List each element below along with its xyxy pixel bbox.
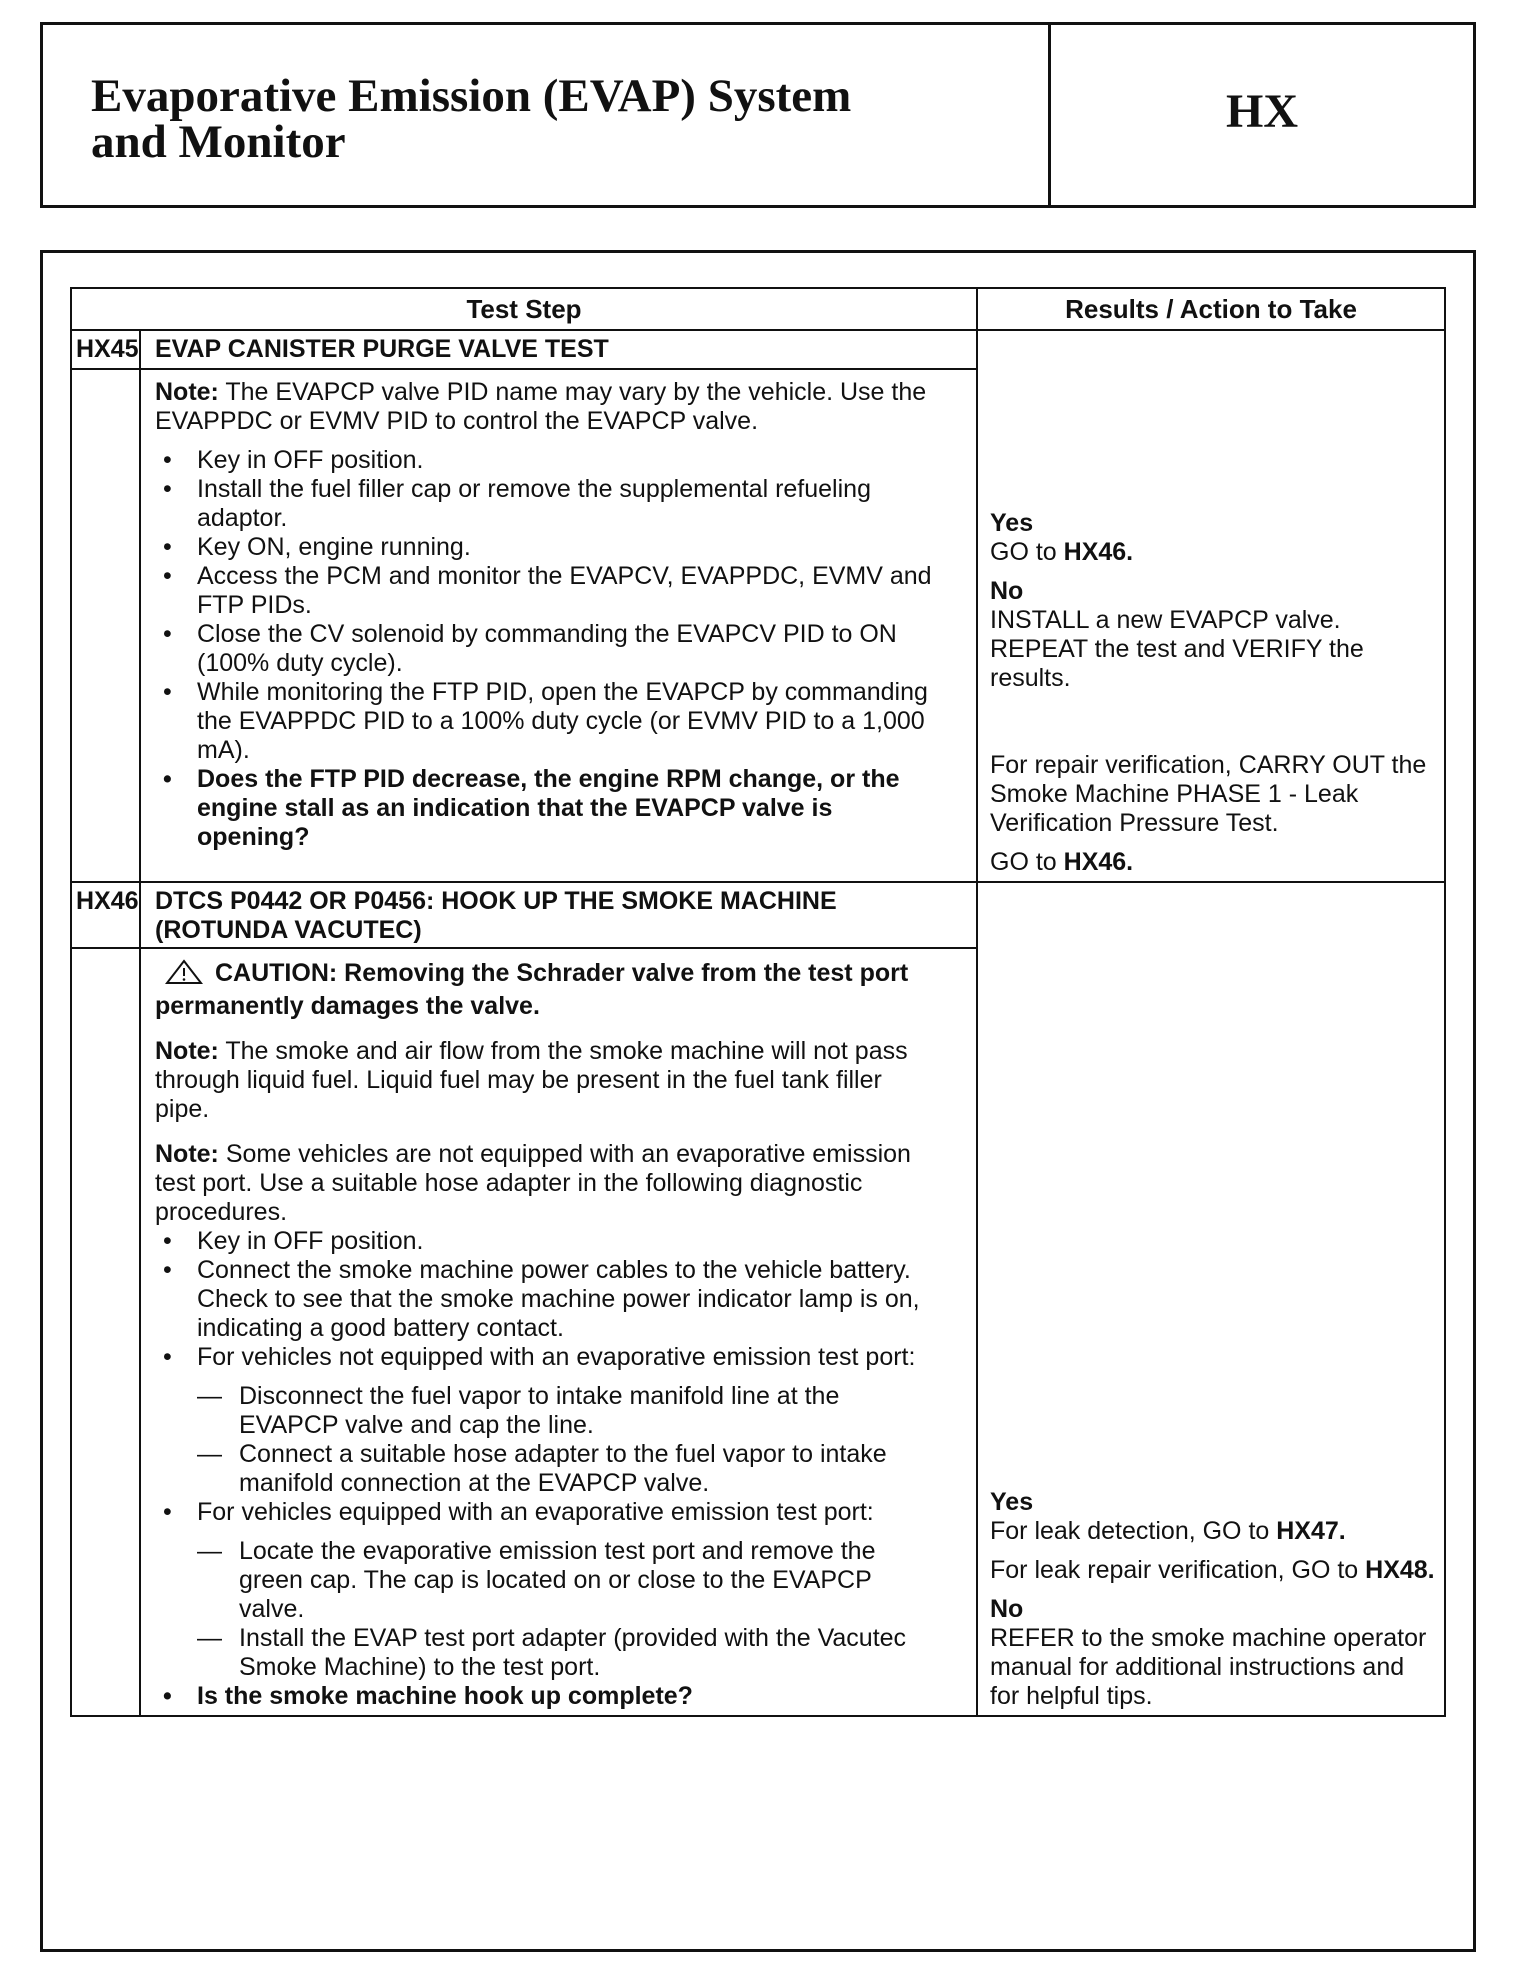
step-title: EVAP CANISTER PURGE VALVE TEST (140, 330, 977, 369)
sub-list (155, 1537, 936, 1682)
result-yes-text: GO to (990, 538, 1064, 566)
step-hx45-result (977, 330, 1445, 882)
result-no-text-2: REPEAT the test and VERIFY the results. (990, 635, 1364, 692)
list-item: • Connect the smoke machine power cables to the vehicle battery. Check to see that the smoke machine power indicator lamp is on, indicating a good battery contact. (155, 1256, 936, 1343)
result-yes-ref: HX46. (1063, 538, 1134, 566)
step-list (155, 1682, 936, 1711)
result-yes2-ref: HX48. (1365, 1556, 1435, 1584)
question: • Does the FTP PID decrease, the engine RPM change, or the engine stall as an indication that the EVAPCP valve is opening? (155, 765, 936, 852)
list-item: • Key in OFF position. (155, 1227, 936, 1256)
result-yes-label: Yes (990, 1488, 1034, 1516)
column-header-test-step: Test Step (71, 288, 977, 330)
sub-list-item: — Locate the evaporative emission test port and remove the green cap. The cap is located on or close to the EVAPCP valve. (155, 1537, 936, 1624)
step-hx46-body (140, 948, 977, 1716)
note: Note: The EVAPCP valve PID name may vary by the vehicle. Use the EVAPPDC or EVMV PID to control the EVAPCP valve. (155, 377, 927, 435)
result-yes-label: Yes (990, 509, 1034, 537)
list-item: • Access the PCM and monitor the EVAPCV, EVAPPDC, EVMV and FTP PIDs. (155, 562, 936, 620)
result-repair-text: For repair verification, CARRY OUT the Smoke Machine PHASE 1 - Leak Verification Pressure Test. (990, 751, 1427, 837)
step-hx46-title-row (71, 882, 1445, 948)
step-title: DTCS P0442 OR P0456: HOOK UP THE SMOKE MACHINE (ROTUNDA VACUTEC) (140, 882, 977, 948)
list-item: • While monitoring the FTP PID, open the EVAPCP by commanding the EVAPPDC PID to a 100% duty cycle (or EVMV PID to a 1,000 mA). (155, 678, 936, 765)
list-item: • For vehicles not equipped with an evaporative emission test port: (155, 1343, 936, 1372)
list-item: • Key ON, engine running. (155, 533, 936, 562)
result-yes-text: For leak detection, GO to (990, 1517, 1277, 1545)
sub-list (155, 1382, 936, 1498)
step-list (155, 1498, 936, 1527)
step-hx45-body (140, 369, 977, 882)
question: • Is the smoke machine hook up complete? (155, 1682, 936, 1711)
list-item: • For vehicles equipped with an evaporative emission test port: (155, 1498, 936, 1527)
note: Note: Some vehicles are not equipped with an evaporative emission test port. Use a suitable hose adapter in the following diagnostic procedures. (155, 1140, 911, 1226)
title-line-1: Evaporative Emission (EVAP) System (91, 70, 852, 122)
sub-list-item: — Connect a suitable hose adapter to the fuel vapor to intake manifold connection at the EVAPCP valve. (155, 1440, 936, 1498)
sub-list-item: — Install the EVAP test port adapter (provided with the Vacutec Smoke Machine) to the test port. (155, 1624, 936, 1682)
step-id: HX46 (71, 882, 140, 948)
section-code: HX (1226, 84, 1298, 138)
result-no-label: No (990, 1595, 1024, 1623)
title-line-2: and Monitor (91, 116, 346, 168)
result-no-text: REFER to the smoke machine operator manual for additional instructions and for helpful tips. (990, 1624, 1427, 1710)
page-title (43, 25, 1051, 205)
result-no-text-1: INSTALL a new EVAPCP valve. (990, 606, 1341, 634)
result-no-label: No (990, 577, 1024, 605)
result-yes-ref: HX47. (1276, 1517, 1346, 1545)
step-list (155, 1227, 936, 1372)
page-header (40, 22, 1476, 208)
result-yes2-text: For leak repair verification, GO to (990, 1556, 1366, 1584)
result-go-ref: HX46. (1063, 848, 1134, 876)
sub-list-item: — Disconnect the fuel vapor to intake manifold line at the EVAPCP valve and cap the line. (155, 1382, 936, 1440)
list-item: • Install the fuel filler cap or remove the supplemental refueling adaptor. (155, 475, 936, 533)
step-hx46-result (977, 882, 1445, 1716)
list-item: • Key in OFF position. (155, 446, 936, 475)
step-id: HX45 (71, 330, 140, 369)
diagnostic-table (70, 287, 1446, 1717)
note: Note: The smoke and air flow from the smoke machine will not pass through liquid fuel. Liquid fuel may be present in the fuel tank filler pipe. (155, 1037, 908, 1123)
step-list (155, 446, 936, 852)
column-header-results: Results / Action to Take (977, 288, 1445, 330)
step-hx45-title-row (71, 330, 1445, 369)
list-item: • Close the CV solenoid by commanding the EVAPCV PID to ON (100% duty cycle). (155, 620, 936, 678)
caution: CAUTION: Removing the Schrader valve from the test port permanently damages the valve. (155, 959, 909, 1020)
result-go-text: GO to (990, 848, 1064, 876)
warning-triangle-icon (165, 959, 203, 992)
